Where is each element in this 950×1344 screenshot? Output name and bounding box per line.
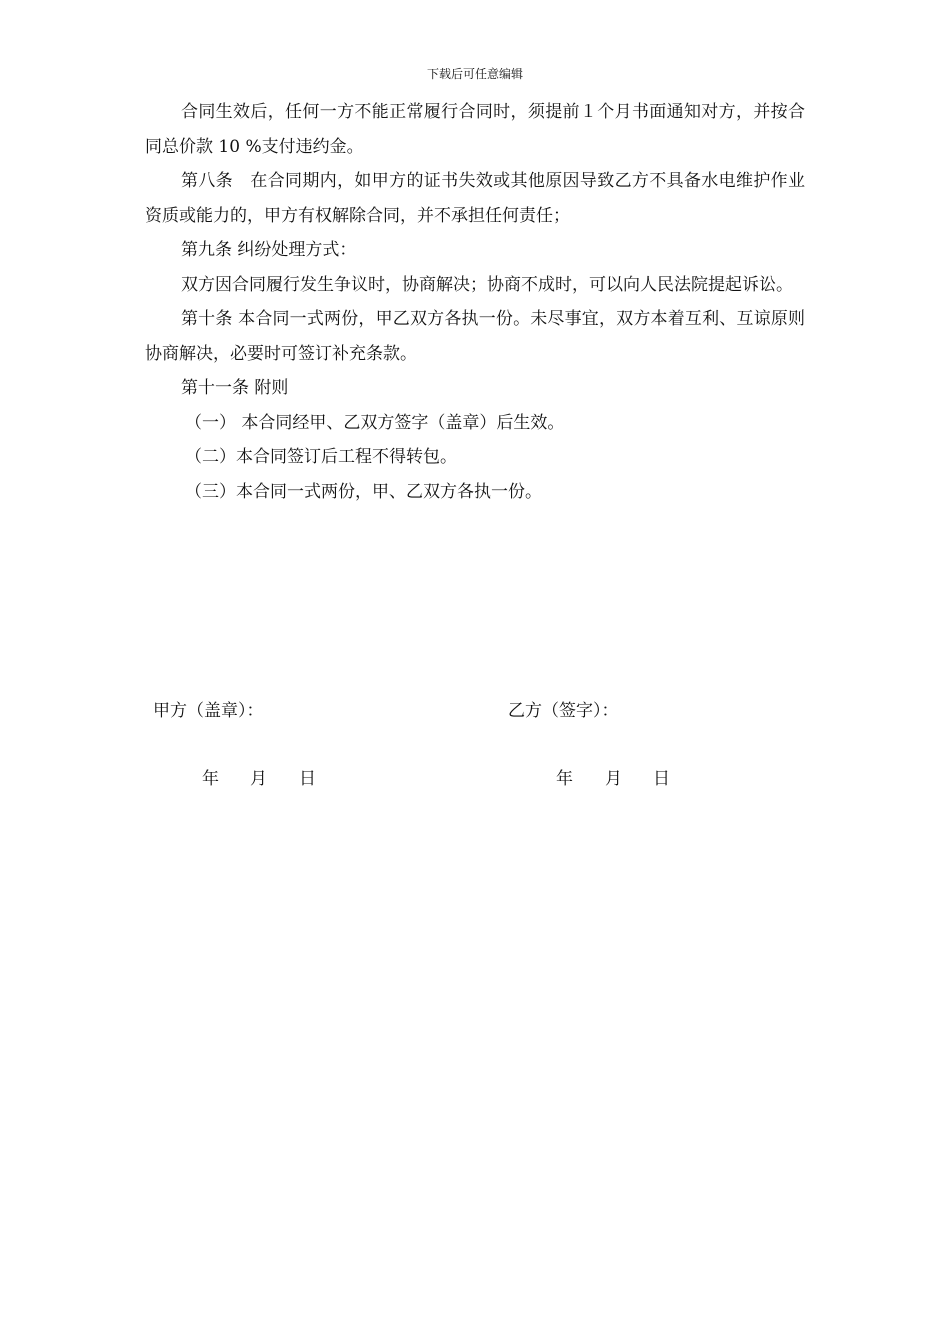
header-note: 下载后可任意编辑 bbox=[426, 67, 523, 81]
party-b-date-day: 日 bbox=[653, 769, 670, 789]
list-item-supplementary-1: （一） 本合同经甲、乙双方签字（盖章）后生效。 bbox=[185, 412, 565, 433]
party-a-date-month: 月 bbox=[250, 769, 267, 789]
paragraph-article-9-heading: 第九条 纠纷处理方式： bbox=[181, 240, 357, 260]
party-a-date-year: 年 bbox=[202, 769, 219, 789]
party-b-date-month: 月 bbox=[605, 769, 622, 789]
paragraph-dispute-resolution: 双方因合同履行发生争议时，协商解决；协商不成时，可以向人民法院提起诉讼。 bbox=[181, 274, 793, 295]
party-b-date-year: 年 bbox=[556, 769, 573, 789]
list-item-supplementary-2: （二）本合同签订后工程不得转包。 bbox=[185, 447, 457, 467]
date-row bbox=[0, 766, 950, 792]
list-item-supplementary-3: （三）本合同一式两份，甲、乙双方各执一份。 bbox=[185, 481, 542, 502]
party-a-signature-label: 甲方（盖章）： bbox=[153, 701, 264, 721]
paragraph-article-8: 第八条 在合同期内，如甲方的证书失效或其他原因导致乙方不具备水电维护作业资质或能力的，甲方有权解除合同，并不承担任何责任； bbox=[145, 171, 805, 226]
paragraph-termination-notice: 合同生效后，任何一方不能正常履行合同时，须提前１个月书面通知对方，并按合同总价款 10 %支付违约金。 bbox=[145, 102, 805, 157]
signature-row bbox=[0, 698, 950, 724]
party-b-signature-label: 乙方（签字）： bbox=[508, 701, 619, 721]
paragraph-article-11-heading: 第十一条 附则 bbox=[181, 378, 289, 398]
party-a-date-day: 日 bbox=[299, 769, 316, 789]
paragraph-article-10: 第十条 本合同一式两份，甲乙双方各执一份。未尽事宜，双方本着互利、互谅原则协商解决，必要时可签订补充条款。 bbox=[145, 309, 805, 364]
contract-body bbox=[145, 95, 805, 509]
